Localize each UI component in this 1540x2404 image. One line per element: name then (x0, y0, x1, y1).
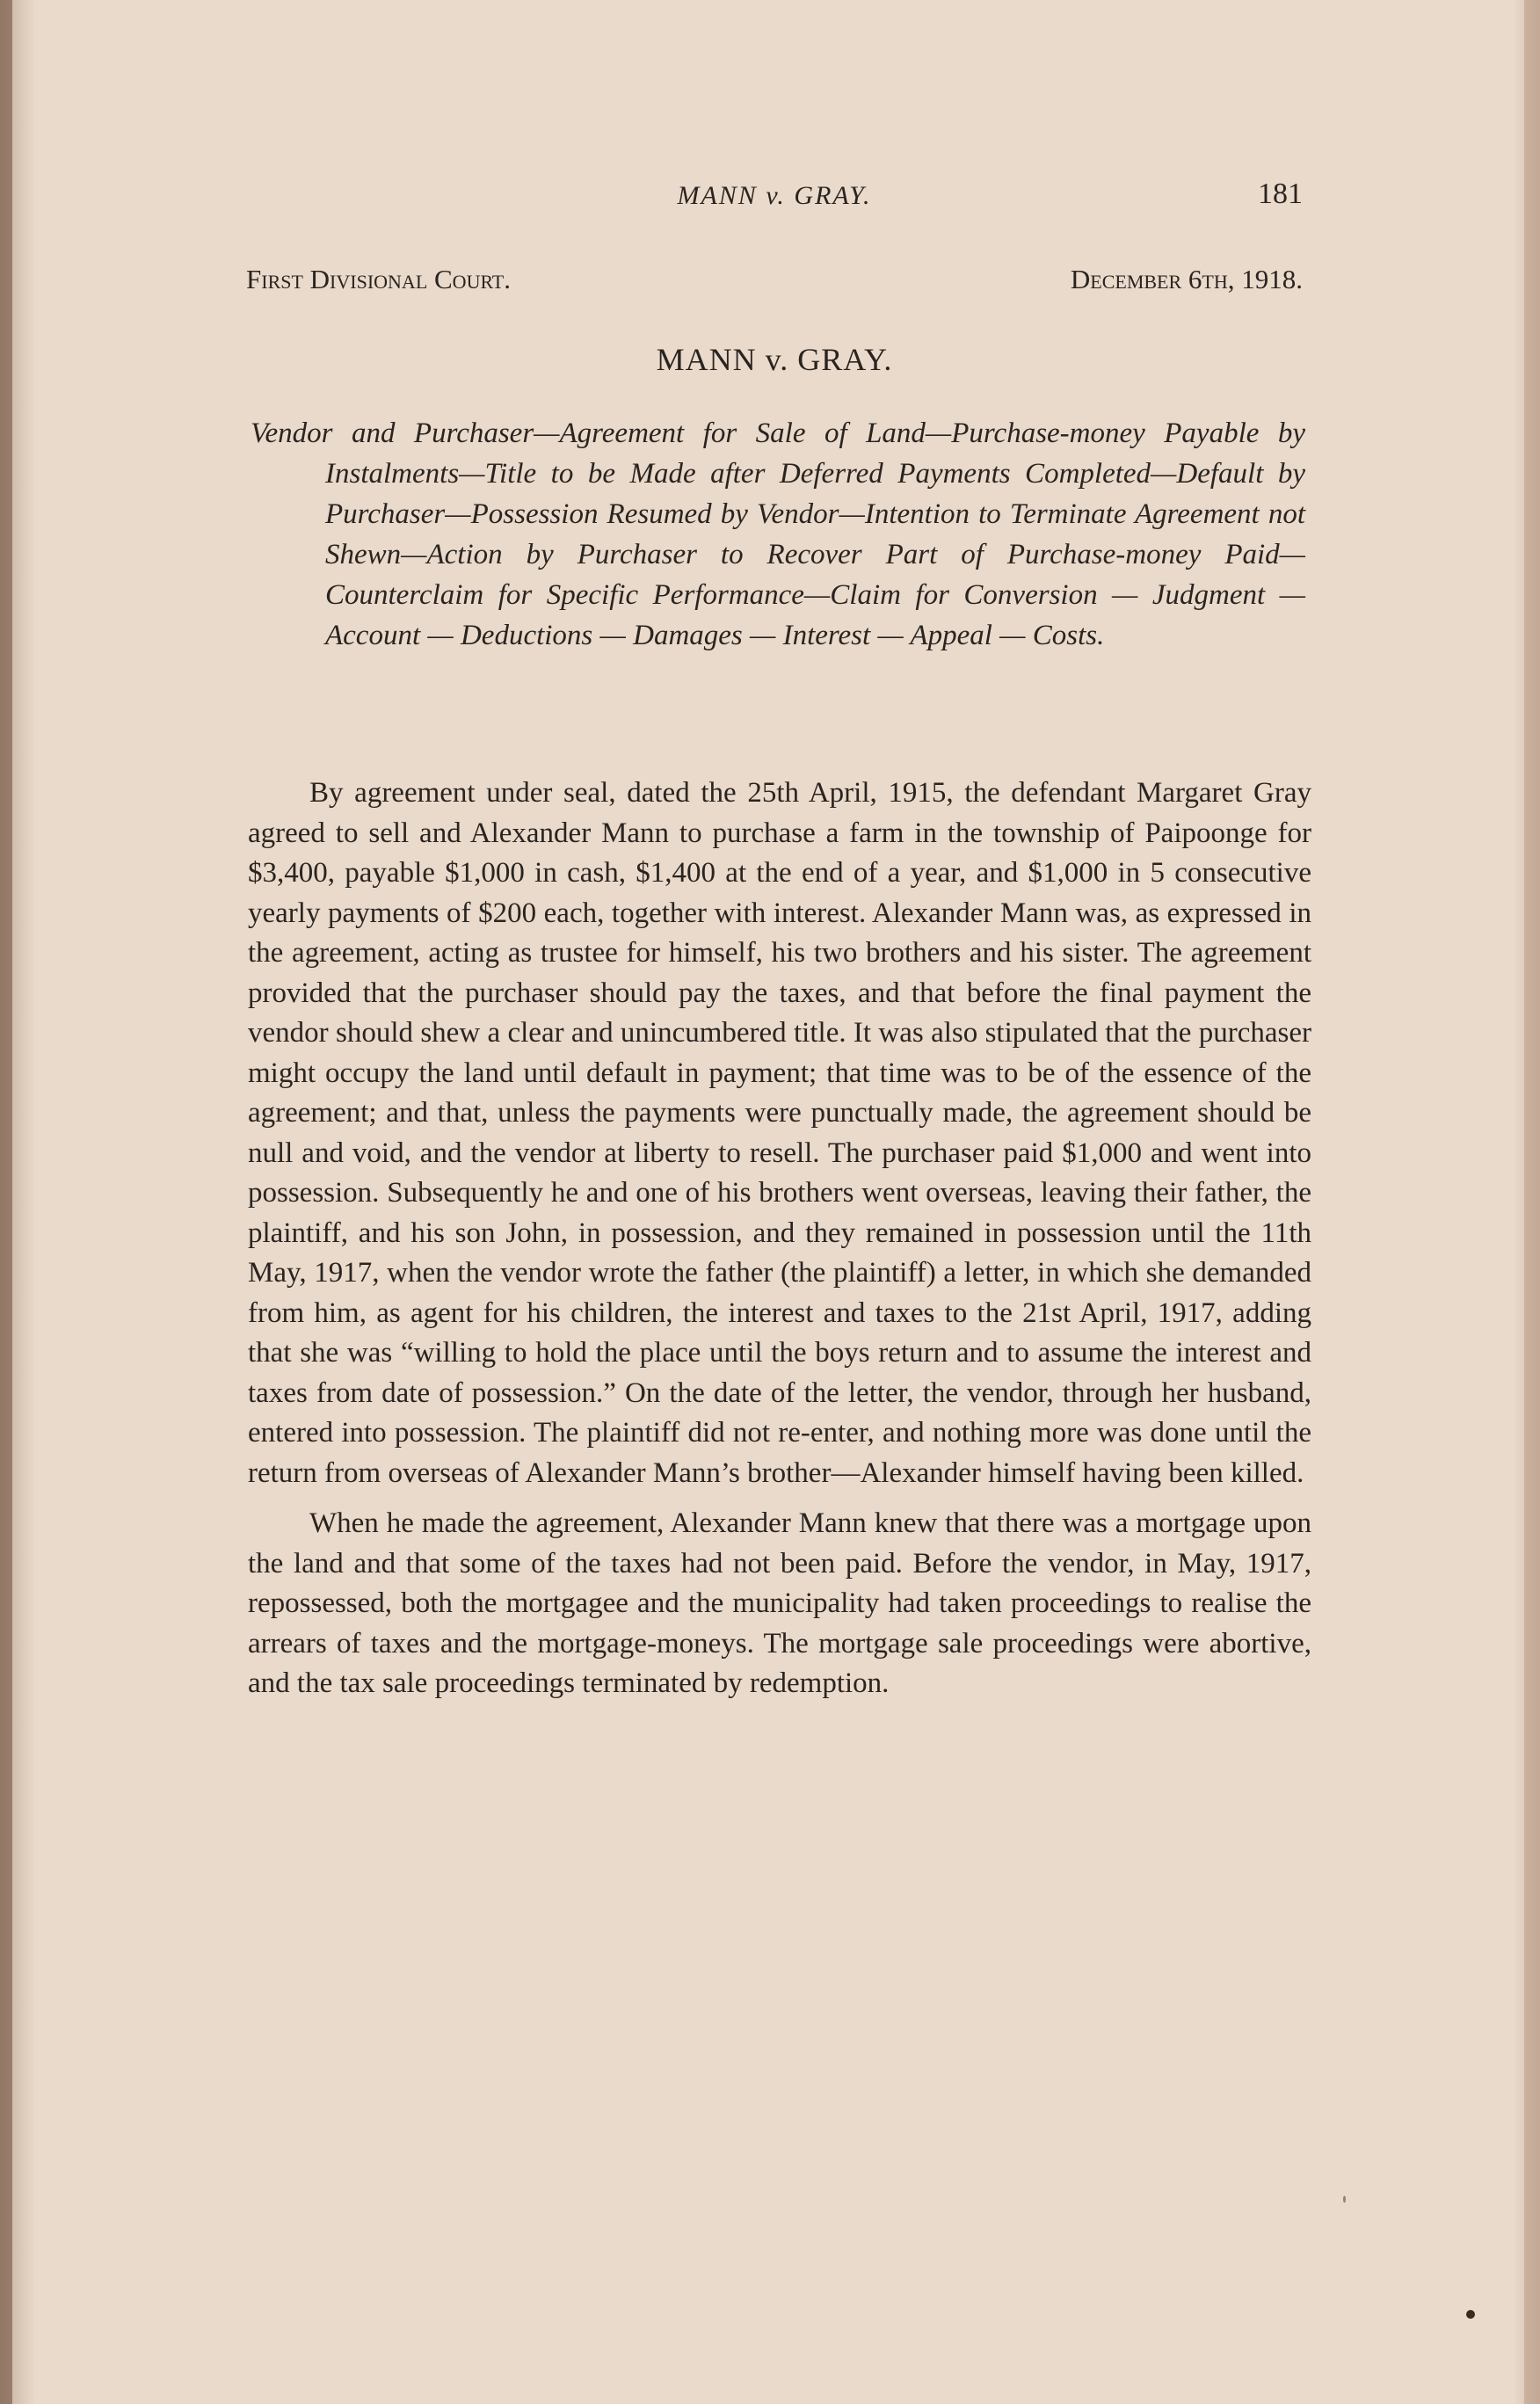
ink-speck (1466, 2310, 1475, 2319)
page-outer-edge (1524, 0, 1540, 2404)
case-title: MANN v. GRAY. (656, 342, 893, 377)
court-line (246, 264, 1303, 302)
running-title: MANN v. GRAY. (677, 181, 872, 210)
decision-date: December 6th, 1918. (1070, 264, 1303, 294)
paragraph: When he made the agreement, Alexander Mann knew that there was a mortgage upon the land and that some of the taxes had not been paid. Before the vendor, in May, 1917, repossessed, both the mortgagee and the municipality had taken proceedings to realise the arrears of taxes and the mortgage-moneys. The mortgage sale proceedings were abortive, and the tax sale proceedings terminated by redemption. (248, 1507, 1311, 1699)
page-binding-edge (0, 0, 12, 2404)
paragraph: By agreement under seal, dated the 25th April, 1915, the defendant Margaret Gray agreed to sell and Alexander Mann to purchase a farm in the township of Paipoonge for $3,400, payable $1,000 in cash, $1,400 at the end of a year, and $1,000 in 5 consecutive yearly payments of $200 each, together with interest. Alexander Mann was, as expressed in the agreement, acting as trustee for himself, his two brothers and his sister. The agreement provided that the purchaser should pay the taxes, and that before the final payment the vendor should shew a clear and unincumbered title. It was also stipulated that the purchaser might occupy the land until default in payment; that time was to be of the essence of the agreement; and that, unless the payments were punctually made, the agreement should be null and void, and the vendor at liberty to resell. The purchaser paid $1,000 and went into possession. Subsequently he and one of his brothers went overseas, leaving their father, the plaintiff, and his son John, in possession, and they remained in possession until the 11th May, 1917, when the vendor wrote the father (the plaintiff) a letter, in which she demanded from him, as agent for his children, the interest and taxes to the 21st April, 1917, adding that she was “willing to hold the place until the boys return and to assume the interest and taxes from date of possession.” On the date of the letter, the vendor, through her husband, entered into possession. The plaintiff did not re-enter, and nothing more was done until the return from overseas of Alexander Mann’s brother—Alexander himself having been killed. (248, 777, 1311, 1489)
headnote: Vendor and Purchaser—Agreement for Sale of Land—Purchase-money Payable by Instalments—Title to be Made after Deferred Payments Completed—Default by Purchaser—Possession Resumed by Vendor—Intention to Terminate Agreement not Shewn—Action by Purchaser to Recover Part of Purchase-money Paid—Counterclaim for Specific Performance—Claim for Conversion — Judgment — Account — Deductions — Damages — Interest — Appeal — Costs. (251, 418, 1305, 651)
body-text (248, 773, 1311, 1715)
court-name: First Divisional Court. (246, 264, 511, 294)
ink-speck (1343, 2196, 1346, 2203)
running-head (246, 178, 1303, 216)
page-number: 181 (1258, 178, 1303, 210)
